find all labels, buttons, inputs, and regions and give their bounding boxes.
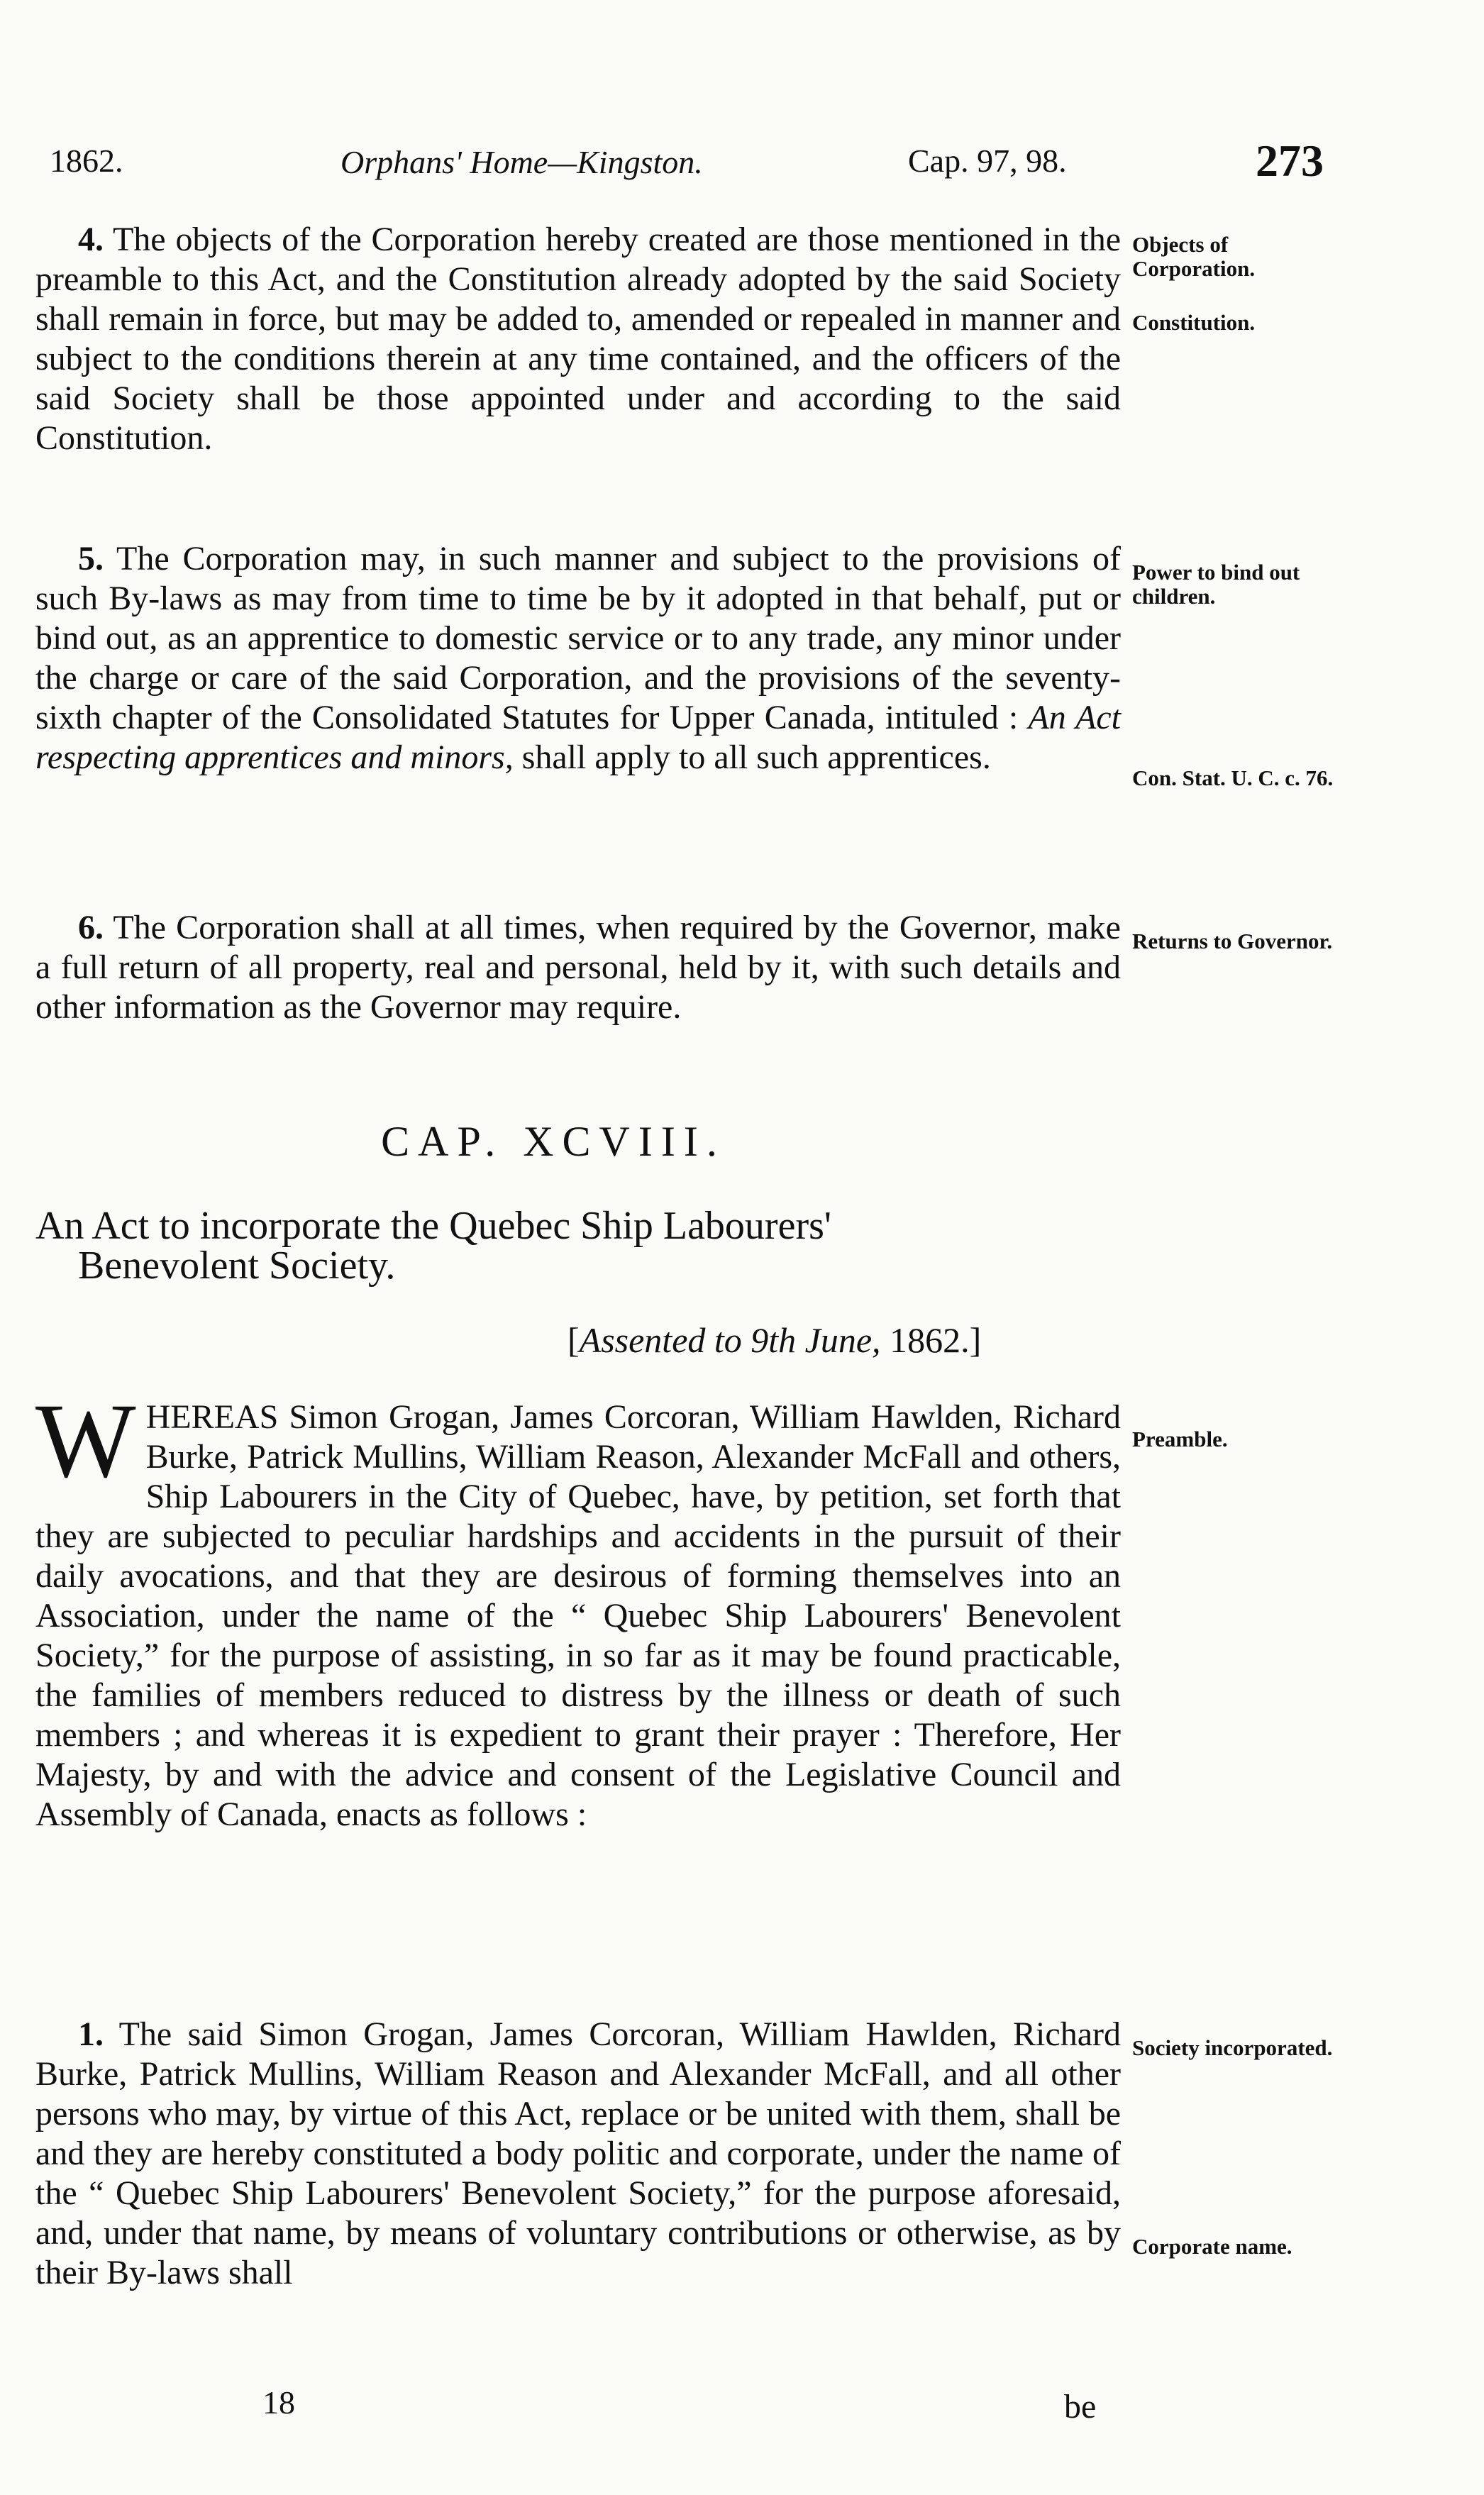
running-header [43,135,1341,199]
section-number: 6. [78,909,104,946]
section-number: 5. [78,540,104,577]
section-4 [35,220,1121,458]
preamble [35,1382,1121,1835]
margin-note-power: Power to bind out children. [1132,560,1300,609]
act-title-line2: Benevolent Society. [78,1244,396,1288]
section-1 [35,2015,1121,2293]
section-6 [35,908,1121,1027]
header-year: 1862. [50,143,123,179]
statute-title: An Act respecting apprentices and minors, [35,699,1122,776]
chapter-heading: CAP. XCVIII. [381,1118,726,1165]
act-title-line1: An Act to incorporate the Quebec Ship Labourers' [35,1204,831,1248]
header-chapter: Cap. 97, 98. [908,143,1067,179]
margin-note-objects: Objects of Corporation. [1132,232,1256,281]
section-number: 1. [78,2015,104,2053]
assent-year: 1862.] [890,1320,982,1360]
section-text: The objects of the Corporation hereby created are those mentioned in the preamble to this Act, and the Constitution already adopted by the said Society shall remain in force, but may be added to, amended or repealed in manner and subject to the conditions therein at any time contained, and the officers of the said Society shall be those appointed under and according to the said Constitution. [35,221,1122,457]
section-text: The Corporation shall at all times, when required by the Governor, make a full return of all property, real and personal, held by it, with such details and other information as the Governor may require. [35,909,1121,1026]
margin-note-preamble: Preamble. [1132,1427,1228,1451]
preamble-text: HEREAS Simon Grogan, James Corcoran, William Hawlden, Richard Burke, Patrick Mullins, William Reason, Alexander McFall and others, Ship Labourers in the City of Quebec, have, by petition, set forth that they are subjected to peculiar hardships and accidents in the pursuit of their daily avocations, and that they are desirous of forming themselves into an Association, under the name of the “ Quebec Ship Labourers' Benevolent Society,” for the purpose of assisting, in so far as it may be found practicable, the families of members reduced to distress by the illness or death of such members ; and whereas it is expedient to grant their prayer : Therefore, Her Majesty, by and with the advice and consent of the Legislative Council and Assembly of Canada, enacts as follows : [35,1398,1121,1833]
assent-line: [Assented to 9th June, 1862.] [567,1320,982,1360]
margin-note-constitution: Constitution. [1132,310,1256,335]
section-text: The said Simon Grogan, James Corcoran, William Hawlden, Richard Burke, Patrick Mullins, William Reason and Alexander McFall, and all other persons who may, by virtue of this Act, replace or be united with them, shall be and they are hereby constituted a body politic and corporate, under the name of the “ Quebec Ship Labourers' Benevolent Society,” for the purpose aforesaid, and, under that name, by means of voluntary contributions or otherwise, as by their By-laws shall [35,2015,1121,2291]
section-text-end: shall apply to all such apprentices. [521,738,991,776]
section-text: The Corporation may, in such manner and subject to the provisions of such By-laws as may from time to time be by it adopted in that behalf, put or bind out, as an apprentice to domestic service or to any trade, any minor under the charge or care of the said Corporation, and the provisions of the seventy-sixth chapter of the Consolidated Statutes for Upper Canada, intituled : [35,540,1121,736]
section-5 [35,539,1121,778]
margin-note-returns: Returns to Governor. [1132,929,1333,953]
catchword: be [1064,2388,1097,2425]
header-title: Orphans' Home—Kingston. [340,144,703,180]
section-number: 4. [78,221,104,258]
page-number: 273 [1256,135,1324,186]
act-title [35,1204,1121,1288]
drop-cap: W [35,1382,136,1500]
assent-date: Assented to 9th June, [579,1320,881,1360]
signature-mark: 18 [262,2384,295,2421]
margin-note-corporate-name: Corporate name. [1132,2234,1292,2259]
margin-note-statute: Con. Stat. U. C. c. 76. [1132,765,1334,790]
margin-note-incorporated: Society incorporated. [1132,2035,1333,2060]
